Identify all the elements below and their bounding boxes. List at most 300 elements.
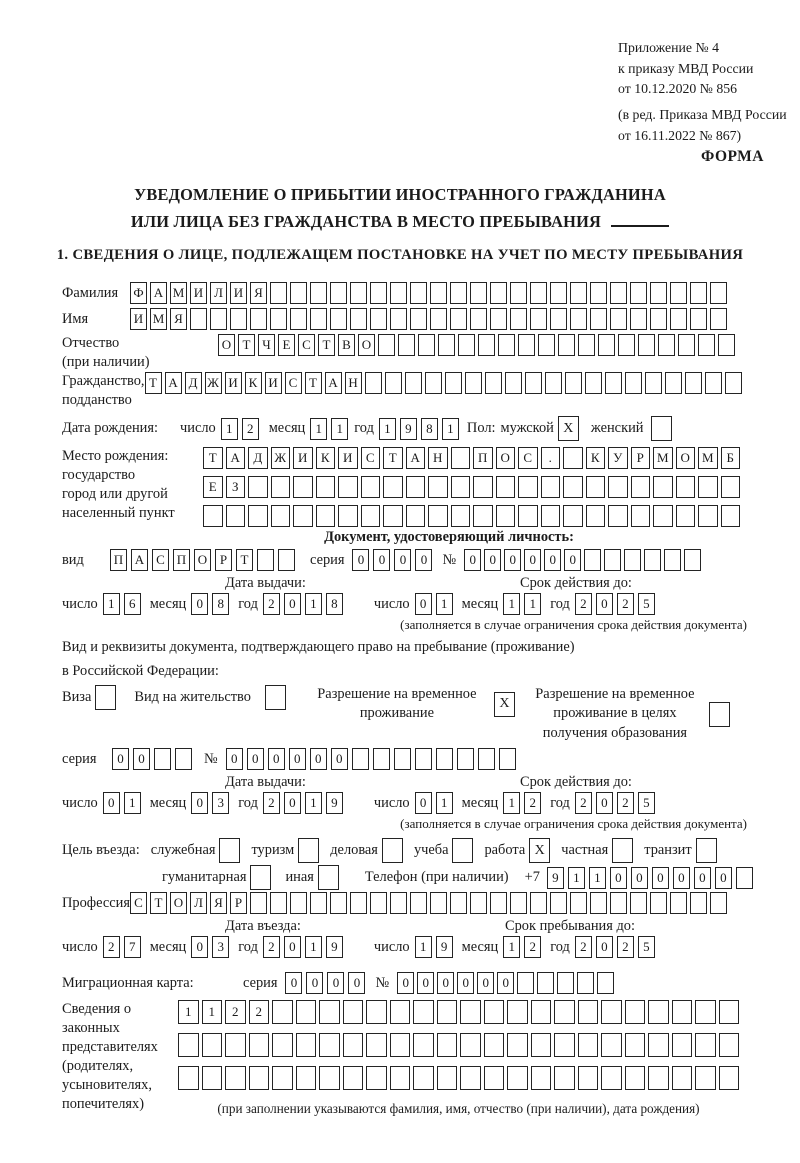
- char-cell[interactable]: 2: [263, 792, 280, 814]
- char-cell[interactable]: Ч: [258, 334, 275, 356]
- char-cell[interactable]: [248, 476, 268, 498]
- char-cell[interactable]: А: [165, 372, 182, 394]
- char-cell[interactable]: [664, 549, 681, 571]
- char-cell[interactable]: [470, 892, 487, 914]
- char-cell[interactable]: [365, 372, 382, 394]
- char-cell[interactable]: [586, 505, 606, 527]
- char-cell[interactable]: [638, 334, 655, 356]
- char-cell[interactable]: [361, 505, 381, 527]
- char-cell[interactable]: [685, 372, 702, 394]
- char-cell[interactable]: Е: [203, 476, 223, 498]
- char-cell[interactable]: [610, 892, 627, 914]
- char-cell[interactable]: [510, 892, 527, 914]
- char-cell[interactable]: К: [316, 447, 336, 469]
- sex-male-checkbox[interactable]: X: [558, 416, 579, 441]
- char-cell[interactable]: 0: [464, 549, 481, 571]
- char-cell[interactable]: [578, 1033, 599, 1057]
- char-cell[interactable]: [296, 1033, 317, 1057]
- char-cell[interactable]: 1: [436, 593, 453, 615]
- char-cell[interactable]: 0: [417, 972, 434, 994]
- char-cell[interactable]: [350, 892, 367, 914]
- char-cell[interactable]: [457, 748, 474, 770]
- char-cell[interactable]: 0: [352, 549, 369, 571]
- char-cell[interactable]: [271, 476, 291, 498]
- char-cell[interactable]: 1: [305, 936, 322, 958]
- char-cell[interactable]: 0: [524, 549, 541, 571]
- char-cell[interactable]: [319, 1033, 340, 1057]
- char-cell[interactable]: [672, 1033, 693, 1057]
- char-cell[interactable]: [653, 476, 673, 498]
- char-cell[interactable]: [690, 892, 707, 914]
- char-cell[interactable]: Н: [345, 372, 362, 394]
- char-cell[interactable]: [310, 308, 327, 330]
- char-cell[interactable]: 1: [310, 418, 327, 440]
- char-cell[interactable]: [445, 372, 462, 394]
- char-cell[interactable]: [550, 282, 567, 304]
- char-cell[interactable]: [202, 1066, 223, 1090]
- char-cell[interactable]: [296, 1000, 317, 1024]
- visa-checkbox[interactable]: [95, 685, 116, 710]
- char-cell[interactable]: [658, 334, 675, 356]
- char-cell[interactable]: 0: [373, 549, 390, 571]
- char-cell[interactable]: 0: [564, 549, 581, 571]
- char-cell[interactable]: [510, 308, 527, 330]
- char-cell[interactable]: П: [110, 549, 127, 571]
- char-cell[interactable]: [390, 1033, 411, 1057]
- char-cell[interactable]: [550, 892, 567, 914]
- char-cell[interactable]: 0: [477, 972, 494, 994]
- char-cell[interactable]: [175, 748, 192, 770]
- char-cell[interactable]: [554, 1033, 575, 1057]
- char-cell[interactable]: [530, 308, 547, 330]
- char-cell[interactable]: 0: [631, 867, 648, 889]
- char-cell[interactable]: Т: [236, 549, 253, 571]
- char-cell[interactable]: [695, 1000, 716, 1024]
- char-cell[interactable]: У: [608, 447, 628, 469]
- char-cell[interactable]: 0: [694, 867, 711, 889]
- char-cell[interactable]: [272, 1000, 293, 1024]
- char-cell[interactable]: 2: [617, 792, 634, 814]
- char-cell[interactable]: 0: [284, 593, 301, 615]
- char-cell[interactable]: 2: [575, 936, 592, 958]
- char-cell[interactable]: 8: [421, 418, 438, 440]
- char-cell[interactable]: С: [130, 892, 147, 914]
- char-cell[interactable]: [451, 476, 471, 498]
- char-cell[interactable]: 0: [285, 972, 302, 994]
- char-cell[interactable]: 2: [225, 1000, 246, 1024]
- char-cell[interactable]: 0: [596, 792, 613, 814]
- char-cell[interactable]: [319, 1000, 340, 1024]
- char-cell[interactable]: В: [338, 334, 355, 356]
- char-cell[interactable]: [272, 1066, 293, 1090]
- char-cell[interactable]: [370, 892, 387, 914]
- char-cell[interactable]: [418, 334, 435, 356]
- char-cell[interactable]: [601, 1033, 622, 1057]
- char-cell[interactable]: [630, 308, 647, 330]
- char-cell[interactable]: [310, 282, 327, 304]
- char-cell[interactable]: 1: [589, 867, 606, 889]
- char-cell[interactable]: [225, 1066, 246, 1090]
- char-cell[interactable]: [496, 505, 516, 527]
- char-cell[interactable]: 2: [524, 792, 541, 814]
- char-cell[interactable]: [645, 372, 662, 394]
- char-cell[interactable]: [437, 1033, 458, 1057]
- char-cell[interactable]: [550, 308, 567, 330]
- char-cell[interactable]: 1: [305, 593, 322, 615]
- char-cell[interactable]: И: [190, 282, 207, 304]
- char-cell[interactable]: 0: [331, 748, 348, 770]
- char-cell[interactable]: 2: [575, 593, 592, 615]
- char-cell[interactable]: О: [496, 447, 516, 469]
- char-cell[interactable]: Ж: [271, 447, 291, 469]
- char-cell[interactable]: 2: [263, 936, 280, 958]
- char-cell[interactable]: 0: [415, 549, 432, 571]
- char-cell[interactable]: 0: [327, 972, 344, 994]
- char-cell[interactable]: Т: [318, 334, 335, 356]
- char-cell[interactable]: С: [518, 447, 538, 469]
- char-cell[interactable]: [450, 282, 467, 304]
- char-cell[interactable]: М: [698, 447, 718, 469]
- char-cell[interactable]: [413, 1066, 434, 1090]
- char-cell[interactable]: 0: [284, 936, 301, 958]
- char-cell[interactable]: 0: [652, 867, 669, 889]
- char-cell[interactable]: [428, 476, 448, 498]
- char-cell[interactable]: 1: [503, 936, 520, 958]
- char-cell[interactable]: [210, 308, 227, 330]
- char-cell[interactable]: 1: [103, 593, 120, 615]
- char-cell[interactable]: [525, 372, 542, 394]
- char-cell[interactable]: 9: [326, 792, 343, 814]
- char-cell[interactable]: [310, 892, 327, 914]
- char-cell[interactable]: [631, 505, 651, 527]
- char-cell[interactable]: Т: [383, 447, 403, 469]
- char-cell[interactable]: [630, 282, 647, 304]
- char-cell[interactable]: [410, 308, 427, 330]
- char-cell[interactable]: 9: [436, 936, 453, 958]
- char-cell[interactable]: Я: [170, 308, 187, 330]
- char-cell[interactable]: [577, 972, 594, 994]
- char-cell[interactable]: Т: [305, 372, 322, 394]
- char-cell[interactable]: [630, 892, 647, 914]
- purpose-humanitarian-checkbox[interactable]: [250, 865, 271, 890]
- char-cell[interactable]: [705, 372, 722, 394]
- char-cell[interactable]: [343, 1000, 364, 1024]
- char-cell[interactable]: 0: [226, 748, 243, 770]
- char-cell[interactable]: [370, 308, 387, 330]
- char-cell[interactable]: [653, 505, 673, 527]
- char-cell[interactable]: [428, 505, 448, 527]
- char-cell[interactable]: 2: [617, 593, 634, 615]
- char-cell[interactable]: [695, 1066, 716, 1090]
- char-cell[interactable]: 2: [617, 936, 634, 958]
- char-cell[interactable]: [450, 308, 467, 330]
- char-cell[interactable]: И: [230, 282, 247, 304]
- char-cell[interactable]: [719, 1000, 740, 1024]
- char-cell[interactable]: [507, 1000, 528, 1024]
- char-cell[interactable]: [316, 505, 336, 527]
- char-cell[interactable]: [624, 549, 641, 571]
- char-cell[interactable]: [190, 308, 207, 330]
- char-cell[interactable]: [250, 308, 267, 330]
- char-cell[interactable]: 8: [326, 593, 343, 615]
- char-cell[interactable]: Е: [278, 334, 295, 356]
- char-cell[interactable]: Ж: [205, 372, 222, 394]
- char-cell[interactable]: [565, 372, 582, 394]
- char-cell[interactable]: [698, 334, 715, 356]
- char-cell[interactable]: [605, 372, 622, 394]
- char-cell[interactable]: [721, 505, 741, 527]
- char-cell[interactable]: [601, 1066, 622, 1090]
- char-cell[interactable]: [361, 476, 381, 498]
- char-cell[interactable]: 9: [400, 418, 417, 440]
- char-cell[interactable]: [648, 1033, 669, 1057]
- char-cell[interactable]: [458, 334, 475, 356]
- char-cell[interactable]: 0: [348, 972, 365, 994]
- char-cell[interactable]: [478, 748, 495, 770]
- char-cell[interactable]: [473, 476, 493, 498]
- char-cell[interactable]: [530, 282, 547, 304]
- char-cell[interactable]: .: [541, 447, 561, 469]
- char-cell[interactable]: [430, 308, 447, 330]
- char-cell[interactable]: 0: [103, 792, 120, 814]
- char-cell[interactable]: А: [150, 282, 167, 304]
- char-cell[interactable]: Д: [248, 447, 268, 469]
- char-cell[interactable]: [296, 1066, 317, 1090]
- char-cell[interactable]: С: [285, 372, 302, 394]
- char-cell[interactable]: [470, 282, 487, 304]
- char-cell[interactable]: [545, 372, 562, 394]
- char-cell[interactable]: [316, 476, 336, 498]
- char-cell[interactable]: 5: [638, 936, 655, 958]
- char-cell[interactable]: А: [131, 549, 148, 571]
- char-cell[interactable]: Р: [631, 447, 651, 469]
- char-cell[interactable]: [394, 748, 411, 770]
- char-cell[interactable]: [249, 1033, 270, 1057]
- char-cell[interactable]: [678, 334, 695, 356]
- char-cell[interactable]: [541, 505, 561, 527]
- char-cell[interactable]: И: [265, 372, 282, 394]
- char-cell[interactable]: [518, 334, 535, 356]
- char-cell[interactable]: П: [473, 447, 493, 469]
- char-cell[interactable]: [451, 447, 471, 469]
- char-cell[interactable]: [597, 972, 614, 994]
- char-cell[interactable]: [710, 282, 727, 304]
- char-cell[interactable]: [672, 1066, 693, 1090]
- char-cell[interactable]: [698, 476, 718, 498]
- char-cell[interactable]: [690, 308, 707, 330]
- char-cell[interactable]: [385, 372, 402, 394]
- char-cell[interactable]: М: [170, 282, 187, 304]
- char-cell[interactable]: [406, 476, 426, 498]
- char-cell[interactable]: И: [130, 308, 147, 330]
- char-cell[interactable]: [390, 282, 407, 304]
- char-cell[interactable]: С: [298, 334, 315, 356]
- char-cell[interactable]: О: [170, 892, 187, 914]
- char-cell[interactable]: 2: [103, 936, 120, 958]
- char-cell[interactable]: [610, 282, 627, 304]
- char-cell[interactable]: Н: [428, 447, 448, 469]
- char-cell[interactable]: [383, 505, 403, 527]
- char-cell[interactable]: [290, 282, 307, 304]
- char-cell[interactable]: [563, 447, 583, 469]
- char-cell[interactable]: [710, 892, 727, 914]
- char-cell[interactable]: [531, 1033, 552, 1057]
- char-cell[interactable]: О: [676, 447, 696, 469]
- char-cell[interactable]: 0: [673, 867, 690, 889]
- char-cell[interactable]: [604, 549, 621, 571]
- char-cell[interactable]: [410, 892, 427, 914]
- char-cell[interactable]: [319, 1066, 340, 1090]
- char-cell[interactable]: [725, 372, 742, 394]
- char-cell[interactable]: М: [653, 447, 673, 469]
- char-cell[interactable]: [601, 1000, 622, 1024]
- char-cell[interactable]: 0: [394, 549, 411, 571]
- char-cell[interactable]: 1: [202, 1000, 223, 1024]
- char-cell[interactable]: [383, 476, 403, 498]
- char-cell[interactable]: 1: [305, 792, 322, 814]
- char-cell[interactable]: О: [194, 549, 211, 571]
- char-cell[interactable]: [338, 505, 358, 527]
- char-cell[interactable]: Т: [150, 892, 167, 914]
- residence-permit-checkbox[interactable]: [265, 685, 286, 710]
- char-cell[interactable]: [378, 334, 395, 356]
- char-cell[interactable]: 0: [247, 748, 264, 770]
- char-cell[interactable]: [451, 505, 471, 527]
- char-cell[interactable]: [436, 748, 453, 770]
- char-cell[interactable]: [410, 282, 427, 304]
- char-cell[interactable]: 1: [503, 792, 520, 814]
- char-cell[interactable]: [505, 372, 522, 394]
- char-cell[interactable]: [248, 505, 268, 527]
- char-cell[interactable]: [507, 1066, 528, 1090]
- char-cell[interactable]: 2: [263, 593, 280, 615]
- char-cell[interactable]: [570, 892, 587, 914]
- purpose-other-checkbox[interactable]: [318, 865, 339, 890]
- char-cell[interactable]: И: [225, 372, 242, 394]
- char-cell[interactable]: 1: [379, 418, 396, 440]
- char-cell[interactable]: 0: [715, 867, 732, 889]
- purpose-work-checkbox[interactable]: X: [529, 838, 550, 863]
- char-cell[interactable]: Я: [250, 282, 267, 304]
- char-cell[interactable]: 0: [437, 972, 454, 994]
- char-cell[interactable]: [278, 549, 295, 571]
- char-cell[interactable]: 1: [524, 593, 541, 615]
- char-cell[interactable]: [450, 892, 467, 914]
- char-cell[interactable]: [390, 1000, 411, 1024]
- char-cell[interactable]: Б: [721, 447, 741, 469]
- char-cell[interactable]: [698, 505, 718, 527]
- char-cell[interactable]: [670, 308, 687, 330]
- char-cell[interactable]: [538, 334, 555, 356]
- char-cell[interactable]: 6: [124, 593, 141, 615]
- char-cell[interactable]: [586, 476, 606, 498]
- char-cell[interactable]: [563, 505, 583, 527]
- char-cell[interactable]: [413, 1033, 434, 1057]
- char-cell[interactable]: [563, 476, 583, 498]
- char-cell[interactable]: [178, 1066, 199, 1090]
- char-cell[interactable]: [499, 748, 516, 770]
- char-cell[interactable]: [202, 1033, 223, 1057]
- char-cell[interactable]: 1: [503, 593, 520, 615]
- char-cell[interactable]: [625, 372, 642, 394]
- char-cell[interactable]: [330, 282, 347, 304]
- char-cell[interactable]: [578, 334, 595, 356]
- char-cell[interactable]: [719, 1066, 740, 1090]
- char-cell[interactable]: [484, 1066, 505, 1090]
- char-cell[interactable]: [338, 476, 358, 498]
- char-cell[interactable]: [554, 1000, 575, 1024]
- char-cell[interactable]: 0: [497, 972, 514, 994]
- char-cell[interactable]: [510, 282, 527, 304]
- char-cell[interactable]: [736, 867, 753, 889]
- char-cell[interactable]: Р: [230, 892, 247, 914]
- char-cell[interactable]: [537, 972, 554, 994]
- char-cell[interactable]: [270, 892, 287, 914]
- char-cell[interactable]: А: [406, 447, 426, 469]
- char-cell[interactable]: [650, 892, 667, 914]
- char-cell[interactable]: С: [152, 549, 169, 571]
- char-cell[interactable]: [270, 282, 287, 304]
- char-cell[interactable]: [598, 334, 615, 356]
- char-cell[interactable]: [644, 549, 661, 571]
- char-cell[interactable]: 0: [191, 936, 208, 958]
- char-cell[interactable]: [557, 972, 574, 994]
- char-cell[interactable]: З: [226, 476, 246, 498]
- char-cell[interactable]: [430, 282, 447, 304]
- char-cell[interactable]: 1: [178, 1000, 199, 1024]
- char-cell[interactable]: [178, 1033, 199, 1057]
- char-cell[interactable]: [271, 505, 291, 527]
- char-cell[interactable]: А: [325, 372, 342, 394]
- char-cell[interactable]: [608, 476, 628, 498]
- char-cell[interactable]: К: [586, 447, 606, 469]
- char-cell[interactable]: [478, 334, 495, 356]
- char-cell[interactable]: [585, 372, 602, 394]
- char-cell[interactable]: [721, 476, 741, 498]
- char-cell[interactable]: 2: [524, 936, 541, 958]
- char-cell[interactable]: [373, 748, 390, 770]
- char-cell[interactable]: 0: [289, 748, 306, 770]
- char-cell[interactable]: [650, 308, 667, 330]
- char-cell[interactable]: [293, 476, 313, 498]
- char-cell[interactable]: [343, 1066, 364, 1090]
- char-cell[interactable]: [676, 476, 696, 498]
- char-cell[interactable]: [473, 505, 493, 527]
- char-cell[interactable]: [330, 892, 347, 914]
- char-cell[interactable]: К: [245, 372, 262, 394]
- char-cell[interactable]: [631, 476, 651, 498]
- char-cell[interactable]: [425, 372, 442, 394]
- char-cell[interactable]: [484, 1033, 505, 1057]
- char-cell[interactable]: [541, 476, 561, 498]
- char-cell[interactable]: Л: [210, 282, 227, 304]
- char-cell[interactable]: [690, 282, 707, 304]
- char-cell[interactable]: [406, 505, 426, 527]
- char-cell[interactable]: Ф: [130, 282, 147, 304]
- char-cell[interactable]: 0: [112, 748, 129, 770]
- char-cell[interactable]: [518, 505, 538, 527]
- temporary-residence-education-checkbox[interactable]: [709, 702, 730, 727]
- char-cell[interactable]: [460, 1000, 481, 1024]
- char-cell[interactable]: [684, 549, 701, 571]
- char-cell[interactable]: [672, 1000, 693, 1024]
- char-cell[interactable]: [405, 372, 422, 394]
- char-cell[interactable]: [695, 1033, 716, 1057]
- char-cell[interactable]: [154, 748, 171, 770]
- char-cell[interactable]: [648, 1066, 669, 1090]
- char-cell[interactable]: [343, 1033, 364, 1057]
- char-cell[interactable]: [270, 308, 287, 330]
